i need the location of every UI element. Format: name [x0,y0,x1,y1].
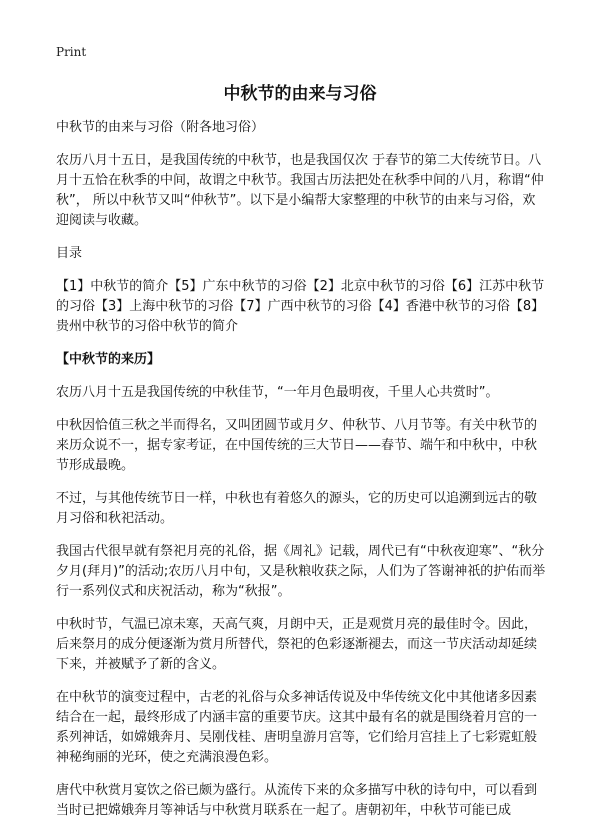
toc-item[interactable]: 【6】江苏中秋节的习俗 [56,279,545,314]
article-body [56,118,548,834]
toc-item[interactable]: 【1】中秋节的简介 [56,279,169,294]
toc-item[interactable]: 【7】广西中秋节的习俗 [233,299,372,314]
body-paragraph: 不过，与其他传统节日一样，中秋也有着悠久的源头，它的历史可以追溯到远古的敬月习俗和秋祀活动。 [56,491,538,526]
toc-label: 目录 [56,246,83,261]
toc-item[interactable]: 【3】上海中秋节的习俗 [95,299,234,314]
table-of-contents [56,277,548,337]
body-paragraph: 唐代中秋赏月宴饮之俗已颇为盛行。从流传下来的众多描写中秋的诗句中，可以看到当时已把嫦娥奔月等神话与中秋赏月联系在一起了。唐朝初年，中秋节可能已成 [56,783,538,818]
body-paragraph: 中秋因恰值三秋之半而得名，又叫团圆节或月夕、仲秋节、八月节等。有关中秋节的来历众说不一，据专家考证，在中国传统的三大节日——春节、端午和中秋中，中秋节形成最晚。 [56,418,538,473]
body-paragraph: 中秋时节，气温已凉未寒，天高气爽，月朗中天，正是观赏月亮的最佳时令。因此，后来祭月的成分便逐渐为赏月所替代，祭祀的色彩逐渐褪去，而这一节庆活动却延续下来，并被赋予了新的含义。 [56,617,538,672]
toc-tail-text: 中秋节的简介 [160,319,239,334]
print-link[interactable]: Print [56,45,87,59]
page-title: 中秋节的由来与习俗 [223,84,377,104]
toc-item[interactable]: 【4】香港中秋节的习俗 [371,299,510,314]
toc-item[interactable]: 【5】广东中秋节的习俗 [168,279,307,294]
body-paragraph: 在中秋节的演变过程中，古老的礼俗与众多神话传说及中华传统文化中其他诸多因素结合在一起，最终形成了内涵丰富的重要节庆。这其中最有名的就是围绕着月宫的一系列神话，如嫦娥奔月、吴刚伐桂、唐明皇游月宫等，它们给月宫挂上了七彩霓虹般神秘绚丽的光环，使之充满浪漫色彩。 [56,690,538,765]
toc-item[interactable]: 【2】北京中秋节的习俗 [306,279,445,294]
article-subtitle: 中秋节的由来与习俗（附各地习俗） [56,120,265,135]
toc-item[interactable]: 【8】贵州中秋节的习俗 [56,299,545,334]
section-heading: 【中秋节的来历】 [56,352,161,367]
body-paragraph: 农历八月十五是我国传统的中秋佳节，“一年月色最明夜，千里人心共赏时”。 [56,385,499,400]
body-paragraph: 我国古代很早就有祭祀月亮的礼俗，据《周礼》记载，周代已有“中秋夜迎寒”、“秋分夕月(拜月)”的活动;农历八月中旬，又是秋粮收获之际，人们为了答谢神祇的护佑而举行一系列仪式和庆祝活动，称为“秋报”。 [56,544,546,599]
intro-paragraph: 农历八月十五日，是我国传统的中秋节，也是我国仅次 于春节的第二大传统节日。八月十五恰在秋季的中间，故谓之中秋节。我国古历法把处在秋季中间的八月，称谓“仲秋”， 所以中秋节又叫“仲秋节”。以下是小编帮大家整理的中秋节的由来与习俗，欢迎阅读与收藏。 [56,153,544,228]
